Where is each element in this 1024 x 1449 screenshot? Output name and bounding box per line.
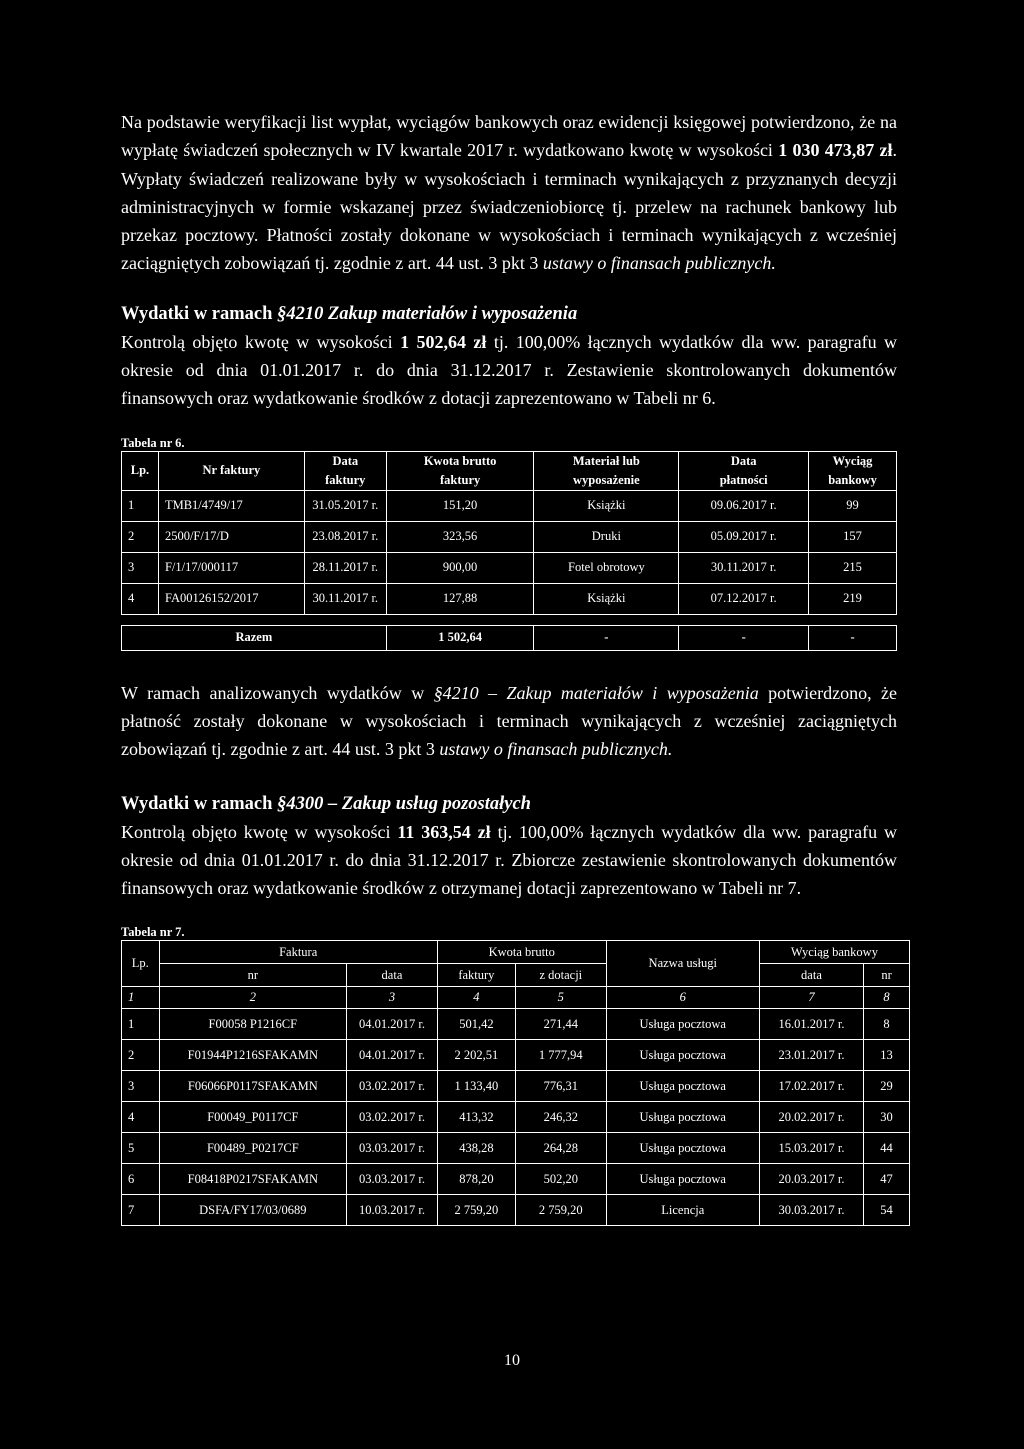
- header-line: płatności: [719, 472, 768, 487]
- table-cell: Usługa pocztowa: [606, 1071, 759, 1102]
- amount-bold: 1 502,64 zł: [400, 331, 487, 352]
- table-cell: 151,20: [386, 490, 534, 521]
- table-cell: F01944P1216SFAKAMN: [159, 1040, 347, 1071]
- table-cell: 44: [864, 1133, 910, 1164]
- table-cell: F08418P0217SFAKAMN: [159, 1164, 347, 1195]
- table-cell: 04.01.2017 r.: [347, 1040, 438, 1071]
- table-cell: 413,32: [437, 1102, 515, 1133]
- header-faktura: Faktura: [159, 941, 437, 964]
- table-row: [122, 1133, 910, 1164]
- column-number: 5: [515, 987, 606, 1009]
- header-nazwa: Nazwa usługi: [606, 941, 759, 987]
- column-number: 2: [159, 987, 347, 1009]
- table-cell: 1: [122, 1009, 160, 1040]
- header-lp: Lp.: [122, 941, 160, 987]
- table-cell: 5: [122, 1133, 160, 1164]
- document-page: [121, 108, 897, 1226]
- text: Na podstawie weryfikacji list wypłat, wyciągów bankowych oraz ewidencji księgowej potwierdzono, że na wypłatę świadczeń społecznych w IV kwartale 2017 r. wydatkowano kwotę w wysokości: [121, 112, 897, 161]
- header-data: data: [347, 964, 438, 987]
- column-number-row: [122, 987, 910, 1009]
- table-cell: 4: [122, 1102, 160, 1133]
- header-wyciag-nr: nr: [864, 964, 910, 987]
- table-row: [122, 1009, 910, 1040]
- table-cell: 23.08.2017 r.: [304, 521, 386, 552]
- text: tj. 100,00% łącznych wydatków dla ww. paragrafu w okresie od dnia 01.01.2017 r. do dnia 31.12.2017 r. Zbiorcze zestawienie skontrolowanych dokumentów finansowych oraz wydatkowanie środków z otrzymanej dotacji zaprezentowano w Tabeli nr 7.: [121, 821, 897, 899]
- table-cell: 54: [864, 1195, 910, 1226]
- table-cell: 29: [864, 1071, 910, 1102]
- table-cell: 13: [864, 1040, 910, 1071]
- total-value: 1 502,64: [386, 625, 534, 650]
- table-cell: 2: [122, 1040, 160, 1071]
- table-cell: 99: [809, 490, 897, 521]
- table-cell: 246,32: [515, 1102, 606, 1133]
- table-cell: Usługa pocztowa: [606, 1009, 759, 1040]
- header-nr: nr: [159, 964, 347, 987]
- table-cell: 1 133,40: [437, 1071, 515, 1102]
- table-cell: 23.01.2017 r.: [759, 1040, 863, 1071]
- paragraph-4300: [121, 818, 897, 903]
- section-ref: §4210 – Zakup materiałów i wyposażenia: [433, 682, 759, 703]
- column-number: 3: [347, 987, 438, 1009]
- header-data: [304, 451, 386, 490]
- act-name: ustawy o finansach publicznych.: [439, 739, 673, 760]
- paragraph-4210: [121, 328, 897, 413]
- text: . Wypłaty świadczeń realizowane były w wysokościach i terminach wynikających z przyznanych decyzji administracyjnych w formie wskazanej przez świadczeniobiorcę tj. przelew na rachunek bankowy lub przekaz pocztowy. Płatności zostały dokonane w wysokościach i terminach wynikających z wcześniej zaciągniętych zobowiązań tj. zgodnie z art. 44 ust. 3 pkt 3: [121, 140, 897, 274]
- header-faktury: faktury: [437, 964, 515, 987]
- header-line: Materiał lub: [572, 453, 640, 468]
- table-header-row: [122, 941, 910, 964]
- paragraph-intro: [121, 108, 897, 278]
- table-cell: F00058 P1216CF: [159, 1009, 347, 1040]
- table-cell: 2: [122, 521, 159, 552]
- total-dash: -: [679, 625, 809, 650]
- column-number: 4: [437, 987, 515, 1009]
- table7-caption: Tabela nr 7.: [121, 925, 185, 940]
- table-cell: 3: [122, 552, 159, 583]
- table-cell: 15.03.2017 r.: [759, 1133, 863, 1164]
- paragraph-4210-conclusion: [121, 679, 897, 764]
- table-cell: F00049_P0117CF: [159, 1102, 347, 1133]
- section-heading-4300: [121, 790, 897, 818]
- table-row: [122, 1164, 910, 1195]
- column-number: 1: [122, 987, 160, 1009]
- table-cell: 07.12.2017 r.: [679, 583, 809, 614]
- column-number: 7: [759, 987, 863, 1009]
- header-wyciag: [809, 451, 897, 490]
- table-cell: Usługa pocztowa: [606, 1040, 759, 1071]
- table-cell: 16.01.2017 r.: [759, 1009, 863, 1040]
- table-total-row: [122, 625, 897, 650]
- table-cell: 2 759,20: [515, 1195, 606, 1226]
- table-row: [122, 1195, 910, 1226]
- table-cell: 264,28: [515, 1133, 606, 1164]
- header-line: Data: [332, 453, 359, 468]
- table-cell: 502,20: [515, 1164, 606, 1195]
- table-subheader-row: [122, 964, 910, 987]
- header-line: Kwota brutto: [423, 453, 497, 468]
- total-label: Razem: [122, 625, 387, 650]
- table-cell: Fotel obrotowy: [534, 552, 679, 583]
- table-header-row: [122, 451, 897, 490]
- heading-italic: §4300 – Zakup usług pozostałych: [277, 793, 531, 814]
- table-cell: 215: [809, 552, 897, 583]
- header-line: bankowy: [828, 472, 877, 487]
- table-cell: F/1/17/000117: [158, 552, 304, 583]
- table-spacer: [122, 614, 897, 625]
- table-cell: Usługa pocztowa: [606, 1164, 759, 1195]
- table-row: [122, 1040, 910, 1071]
- amount-bold: 11 363,54 zł: [397, 821, 491, 842]
- table-cell: 04.01.2017 r.: [347, 1009, 438, 1040]
- table-cell: 30.11.2017 r.: [304, 583, 386, 614]
- table-cell: 30.11.2017 r.: [679, 552, 809, 583]
- total-dash: -: [809, 625, 897, 650]
- header-line: Data: [730, 453, 757, 468]
- header-kwota: [386, 451, 534, 490]
- header-line: faktury: [325, 472, 366, 487]
- header-wyciag-data: data: [759, 964, 863, 987]
- table-row: [122, 1102, 910, 1133]
- table-cell: 47: [864, 1164, 910, 1195]
- header-platnosc: [679, 451, 809, 490]
- header-material: [534, 451, 679, 490]
- table-row: [122, 552, 897, 583]
- table-row: [122, 583, 897, 614]
- table-cell: Druki: [534, 521, 679, 552]
- text: Kontrolą objęto kwotę w wysokości: [121, 331, 401, 352]
- table-cell: 17.02.2017 r.: [759, 1071, 863, 1102]
- table-cell: Książki: [534, 490, 679, 521]
- table-cell: F06066P0117SFAKAMN: [159, 1071, 347, 1102]
- table-cell: 776,31: [515, 1071, 606, 1102]
- total-dash: -: [534, 625, 679, 650]
- amount-bold: 1 030 473,87 zł: [778, 140, 893, 161]
- table-cell: 501,42: [437, 1009, 515, 1040]
- table-cell: 219: [809, 583, 897, 614]
- table-cell: Usługa pocztowa: [606, 1102, 759, 1133]
- act-name: ustawy o finansach publicznych.: [542, 253, 776, 274]
- table-cell: FA00126152/2017: [158, 583, 304, 614]
- table-cell: DSFA/FY17/03/0689: [159, 1195, 347, 1226]
- table-cell: 6: [122, 1164, 160, 1195]
- table-cell: Usługa pocztowa: [606, 1133, 759, 1164]
- header-lp: Lp.: [122, 451, 159, 490]
- table-cell: 3: [122, 1071, 160, 1102]
- table-row: [122, 490, 897, 521]
- header-kwota: Kwota brutto: [437, 941, 606, 964]
- table-7: [121, 940, 910, 1226]
- text: tj. 100,00% łącznych wydatków dla ww. paragrafu w okresie od dnia 01.01.2017 r. do dnia 31.12.2017 r. Zestawienie skontrolowanych dokumentów finansowych oraz wydatkowanie środków z dotacji zaprezentowano w Tabeli nr 6.: [121, 331, 897, 409]
- table-cell: 4: [122, 583, 159, 614]
- heading-prefix: Wydatki w ramach: [121, 793, 278, 814]
- header-line: Wyciąg: [832, 453, 873, 468]
- header-zdotacji: z dotacji: [515, 964, 606, 987]
- table-cell: 03.03.2017 r.: [347, 1164, 438, 1195]
- header-nr: Nr faktury: [158, 451, 304, 490]
- table-row: [122, 1071, 910, 1102]
- table-cell: 09.06.2017 r.: [679, 490, 809, 521]
- table-cell: 7: [122, 1195, 160, 1226]
- table-cell: 2 202,51: [437, 1040, 515, 1071]
- table-cell: 157: [809, 521, 897, 552]
- table-cell: 127,88: [386, 583, 534, 614]
- text: potwierdzono, że płatność zostały dokonane w wysokościach i terminach wynikających z wcześniej zaciągniętych zobowiązań tj. zgodnie z art. 44 ust. 3 pkt 3: [121, 682, 898, 760]
- column-number: 8: [864, 987, 910, 1009]
- table-cell: 1: [122, 490, 159, 521]
- table-cell: 2 759,20: [437, 1195, 515, 1226]
- table-cell: 28.11.2017 r.: [304, 552, 386, 583]
- text: W ramach analizowanych wydatków w: [121, 682, 434, 703]
- table-cell: 878,20: [437, 1164, 515, 1195]
- table-cell: 20.02.2017 r.: [759, 1102, 863, 1133]
- table-cell: 900,00: [386, 552, 534, 583]
- table-cell: 20.03.2017 r.: [759, 1164, 863, 1195]
- table-cell: 1 777,94: [515, 1040, 606, 1071]
- table-cell: Licencja: [606, 1195, 759, 1226]
- table-cell: 30.03.2017 r.: [759, 1195, 863, 1226]
- table-cell: 03.02.2017 r.: [347, 1102, 438, 1133]
- text: Kontrolą objęto kwotę w wysokości: [121, 821, 398, 842]
- table-cell: 03.02.2017 r.: [347, 1071, 438, 1102]
- table-cell: 2500/F/17/D: [158, 521, 304, 552]
- table-cell: 438,28: [437, 1133, 515, 1164]
- table-row: [122, 521, 897, 552]
- table-cell: 05.09.2017 r.: [679, 521, 809, 552]
- table-cell: Książki: [534, 583, 679, 614]
- header-wyciag: Wyciąg bankowy: [759, 941, 909, 964]
- table-cell: 271,44: [515, 1009, 606, 1040]
- table-cell: 03.03.2017 r.: [347, 1133, 438, 1164]
- column-number: 6: [606, 987, 759, 1009]
- table-cell: 323,56: [386, 521, 534, 552]
- table-cell: 31.05.2017 r.: [304, 490, 386, 521]
- page-number: 10: [504, 1352, 520, 1369]
- header-line: wyposażenie: [573, 472, 640, 487]
- spacer-cell: [122, 614, 897, 625]
- table-6: [121, 451, 897, 651]
- table-cell: 10.03.2017 r.: [347, 1195, 438, 1226]
- table6-caption: Tabela nr 6.: [121, 435, 185, 450]
- table-cell: TMB1/4749/17: [158, 490, 304, 521]
- heading-prefix: Wydatki w ramach: [121, 303, 278, 324]
- section-heading-4210: [121, 300, 897, 328]
- table-cell: 30: [864, 1102, 910, 1133]
- header-line: faktury: [439, 472, 481, 487]
- table-cell: 8: [864, 1009, 910, 1040]
- table-cell: F00489_P0217CF: [159, 1133, 347, 1164]
- heading-italic: §4210 Zakup materiałów i wyposażenia: [277, 303, 578, 324]
